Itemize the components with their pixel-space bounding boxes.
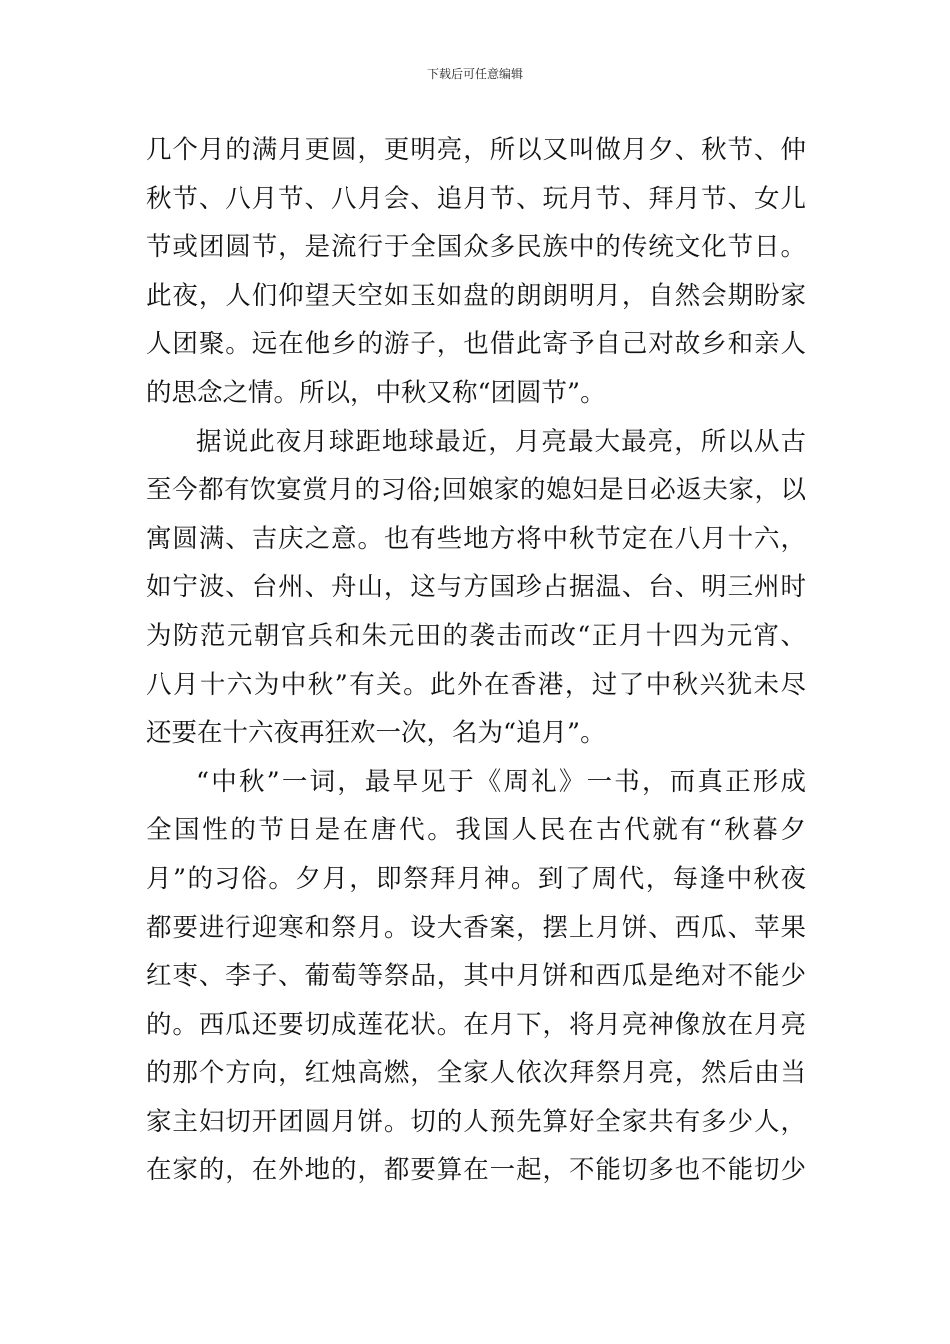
text-line: 据说此夜月球距地球最近，月亮最大最亮，所以从古 — [196, 426, 806, 457]
text-line: 家主妇切开团圆月饼。切的人预先算好全家共有多少人， — [146, 1106, 806, 1137]
text-line: 寓圆满、吉庆之意。也有些地方将中秋节定在八月十六， — [146, 523, 806, 554]
paragraph-2 — [146, 418, 806, 758]
text-line: 为防范元朝官兵和朱元田的袭击而改“正月十四为元宵、 — [146, 620, 806, 651]
paragraph-1 — [146, 126, 806, 418]
paragraph-3 — [146, 758, 806, 1195]
text-line: 的。西瓜还要切成莲花状。在月下，将月亮神像放在月亮 — [146, 1009, 806, 1040]
text-line: 红枣、李子、葡萄等祭品，其中月饼和西瓜是绝对不能少 — [146, 961, 806, 992]
text-line: 全国性的节日是在唐代。我国人民在古代就有“秋暮夕 — [146, 815, 806, 846]
text-line: “中秋”一词，最早见于《周礼》一书，而真正形成 — [196, 766, 806, 797]
document-body — [146, 126, 806, 1195]
page-header: 下载后可任意编辑 — [426, 67, 523, 81]
text-line: 八月十六为中秋”有关。此外在香港，过了中秋兴犹未尽 — [146, 669, 806, 700]
text-line: 几个月的满月更圆，更明亮，所以又叫做月夕、秋节、仲 — [146, 135, 806, 165]
text-line: 的思念之情。所以，中秋又称“团圆节”。 — [146, 377, 606, 408]
text-line: 人团聚。远在他乡的游子，也借此寄予自己对故乡和亲人 — [146, 329, 806, 360]
text-line: 的那个方向，红烛高燃，全家人依次拜祭月亮，然后由当 — [146, 1058, 806, 1089]
text-line: 都要进行迎寒和祭月。设大香案，摆上月饼、西瓜、苹果 — [146, 912, 806, 943]
text-line: 还要在十六夜再狂欢一次，名为“追月”。 — [146, 718, 606, 749]
text-line: 月”的习俗。夕月，即祭拜月神。到了周代，每逢中秋夜 — [146, 863, 806, 894]
text-line: 此夜，人们仰望天空如玉如盘的朗朗明月，自然会期盼家 — [146, 280, 806, 311]
text-line: 秋节、八月节、八月会、追月节、玩月节、拜月节、女儿 — [146, 183, 806, 214]
text-line: 至今都有饮宴赏月的习俗;回娘家的媳妇是日必返夫家，以 — [146, 475, 806, 506]
text-line: 如宁波、台州、舟山，这与方国珍占据温、台、明三州时 — [146, 572, 806, 603]
text-line: 节或团圆节，是流行于全国众多民族中的传统文化节日。 — [146, 232, 806, 263]
text-line: 在家的，在外地的，都要算在一起，不能切多也不能切少 — [146, 1155, 806, 1186]
